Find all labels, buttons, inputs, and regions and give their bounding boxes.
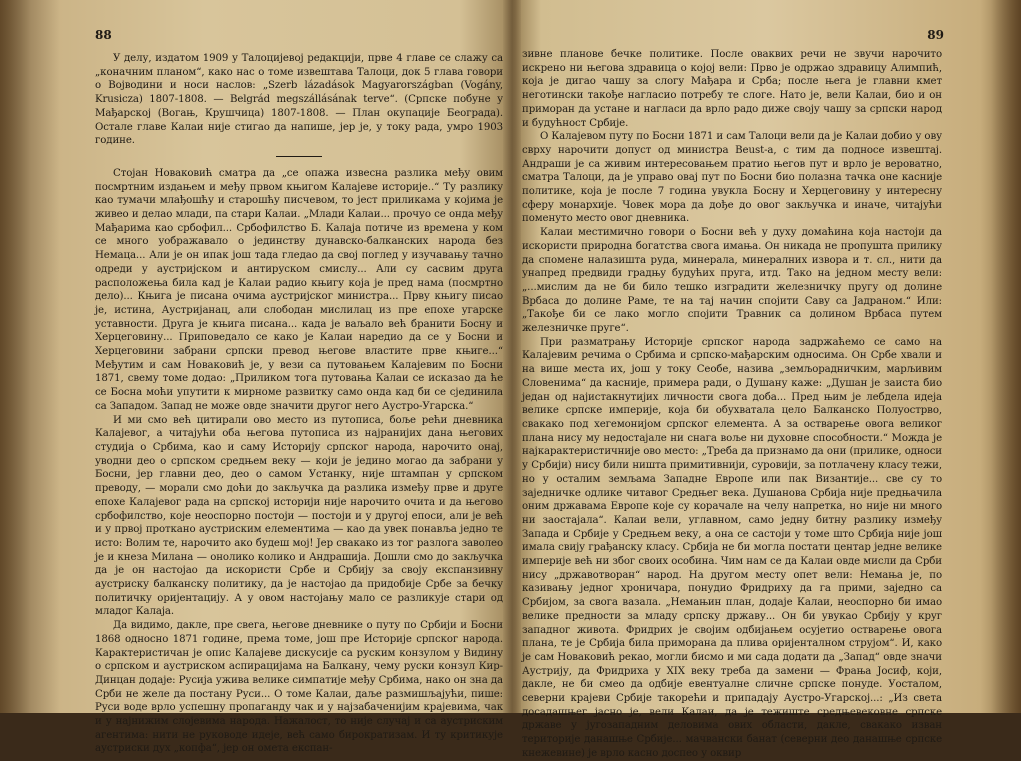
section-divider: [276, 156, 322, 157]
page-number-right: 89: [927, 28, 944, 42]
left-page: [95, 0, 503, 755]
paragraph-prirodna-bogatstva: Калаи местимично говори о Босни већ у духу домаћина која настоји да искористи природна богатства свога имања. Он никада не пропушта прилику да спомене налазишта руда, минерала, минералних извора и т. сл., нити да унапред предвиди градњу будућих пруга, итд. Тако на једном месту вели: „...мислим да не би било тешко изградити железничку пругу од долине Врбаса до долине Раме, те на тај начин спојити Саву са Јадраном.“ Или: „Такође би се лако могло спојити Травник са долином Врбаса путем железничке пруге“.: [522, 227, 942, 335]
right-page: [522, 0, 944, 759]
paragraph-continuation: зивне планове бечке политике. После оваквих речи не звучи нарочито искрено ни његова здравица о којој вели: Прво је одржао здравицу Алимпић, која је дигао чашу за слогу Мађара и Срба; после њега је главни кмет неготински такође нагласио потребу те слоге. Нато је, вели Калаи, био и он приморан да устане и нагласи да врло радо диже своју чашу за српски народ и будућност Србије.: [522, 49, 942, 129]
book-gutter: [503, 0, 521, 713]
page-number-left: 88: [95, 28, 112, 42]
page-edge-shadow-left: [0, 0, 60, 713]
paragraph-dnevnici: Да видимо, дакле, пре свега, његове дневнике о путу по Србији и Босни 1868 односно 1871 године, према томе, још пре Историје српског народа. Карактеристичан је опис Калајеве дискусије са руским конзулом у Видину о српском и аустриском аспирацијама на Балкану, чему руски конзул Кир-Динцан додаје: Русија ужива велике симпатије међу Србима, нако он зна да Срби не желе да постану Руси... О томе Калаи, даље размишљајући, пише: Руси воде врло успешну пропаганду чак и у најзабаченијим крајевима, чак и у најнижим слојевима народа. Нажалост, то није случај и са аустриским агентима: нити не руководе идеје, већ само бирократизам. И ту критикује аустриски дух „копфа“, јер он омета експан-: [95, 620, 503, 755]
page-edge-shadow-right: [991, 0, 1021, 713]
paragraph-istorija: При разматрању Историје српског народа задржаћемо се само на Калајевим речима о Србима и српско-мађарским односима. Он Србе хвали и на више места их, још у току Сеобе, назива „земљорадничким, марљивим Словенима“ да касније, примера ради, о Душану каже: „Душан је заиста био један од најистакнутијих личности свога доба... Пред њим је лебдела идеја велике српске империје, која би обухватала цело Балканско Полуострво, свакако под хегемонијом српског елемента. А за остварење овога великог плана нису му недостајале ни снага воље ни духовне способности.“ Можда је најкарактеристичније ово место: „Треба да признамо да они (прилике, односи у Србији) нису били ништа примитивнији, суровији, за потлачену класу тежи, но у осталим земљама Западне Европе или пак Византије... све су то заједничке одлике читавог Средњег века. Душанова Србија није предњачила оним државама Европе које су корачале на челу напретка, но није ни много ни заостајала“. Калаи вели, углавном, само једну битну разлику између Запада и Србије у Средњем веку, а она се састоји у томе што Србија није још имала свију грађанску класу. Србија не би могла постати центар једне велике империје већ ни због своих особина. Чим нам се да Калаи овде мисли да Срби нису „државотворан“ народ. На другом месту опет вели: Немања је, по казивању једног хроничара, понудио Фридриху да га прими, заједно са Србијом, за свога вазала. „Немањин план, додаје Калаи, неоспорно би имао велике предности за младу српску државу... Он би увукао Србију у круг западног живота. Фридрих је својим одбијањем осујетио остварење овога плана, те је Србија била приморана да плива оријенталном струјом“. И, како је сам Новаковић рекао, могли бисмо и ми сада додати да „Запад“ овде значи Аустрију, да Фридриха у XIX веку треба да замени — Фрања Јосиф, који, дакле, не би смео да одбије евентуалне сличне српске понуде. Уосталом, северни крајеви Србије такорећи и припадају Аустро-Угарској...: „Из света досадашњег јасно је, вели Калаи, да је тежиште средњевековне српске државе у југозападним деловима овиx области, дакле, свакако изван територије данашње Србије... мачвански банат (северни део данашње српске кнежевине) је врло касно доспео у оквир: [522, 336, 942, 759]
intro-paragraph: У делу, издатом 1909 у Талоцијевој редакцији, прве 4 главе се слажу са „коначним планом“, како нас о томе извештава Талоци, док 5 глава говори о Војводини и носи наслов: „Szerb lázadások Magyarországban (Vogány, Krusicza) 1807-1808. — Belgrád megszállásának terve“. (Српске побуне у Мађарској (Вогањ, Крушчица) 1807-1808. — План окупације Београда). Остале главе Калаи није стигао да напише, јер је, у току рада, умро 1903 године.: [95, 53, 503, 147]
paragraph-put-po-bosni: О Калајевом путу по Босни 1871 и сам Талоци вели да је Калаи добио у ову сврху нарочити допуст од министра Beust-а, с тим да подносе извештај. Андраши је са живим интересовањем пратио његов пут и врло је вероватно, сматра Талоци, да је управо овај пут по Босни био полазна тачка оне касније политике, која је после 7 година увукла Босну и Херцеговину у интересну сферу монархије. Човек мора да дође до овог закључка и иначе, читајући поменуто место овог дневника.: [522, 131, 942, 225]
paragraph-novakovic: Стојан Новаковић сматра да „се опажа извесна разлика међу овим посмртним издањем и међу првом књигом Калајеве историје..“ Ту разлику као тумачи млађошћу и старошћу писчевом, то јест приликама у којима је живео и делао млади, па стари Калаи. „Млади Калаи... прочуо се онда међу Мађарима као србофил... Србофилство Б. Калаја потиче из времена у ком се много уображавало о јединству дунавско-балканских народа без Немаца... Али је он ипак још тада гледао да свој поглед у изучавању тачно одреди у аустријском и антируском смислу... Али су сасвим друга расположења била кад је Калаи радио књигу која је пред нама (посмртно дело)... Књига је писана очима аустријског министра... Прву књигу писао је, истина, Аустријанац, али слободан мислилац из пре епохе угарске уставности. Друга је књига писана... када је ваљало већ бранити Босну и Херцеговину... Приповедало се како је Калаи наредио да се у Босни и Херцеговини забрани српски превод његове властите прве књиге...“ Међутим и сам Новаковић је, у вези са путовањем Калајевим по Босни 1871, свему томе додао: „Приликом тога путовања Калаи се исказао да ће се Босна моћи упутити к мирноме развитку само онда кад би се сјединила са Западом. Запад не може овде значити другог него Аустро-Угарска.“: [95, 167, 503, 412]
left-page-text: [95, 52, 503, 756]
paragraph-putopis: И ми смо већ цитирали ово место из путописа, боље рећи дневника Калајевог, а читајући оба његова путописа из најранијих дана његових студија о Србима, као и саму Историју српског народа, нарочито онај, уводни део о српском средњем веку — који је једино могао да забрани у Босни, јер главни део, део о самом Устанку, није штампан у српском преводу, — морали смо доћи до закључка да разлика између прве и друге епохе Калајевог рада на српској историји није нарочито очита и да његово србофилство, које неоспорно постоји — постоји и у другој епоси, али је већ и у првој проткано аустриским елементима — као да увек понавља једно те исто: Волим те, нарочито ако будеш мој! Јер свакако из тог разлога заволео је и кнеза Милана — онолико колико и Андрашија. Дошли смо до закључка да је он настојао да искористи Србе и Србију за своју експанзивну аустриску балканску политику, да је настојао да придобије Србе за бечку политичку оријентацију. А у овом настојању мало се разликује стари од младог Калаја.: [95, 414, 503, 618]
right-page-text: [522, 48, 942, 761]
